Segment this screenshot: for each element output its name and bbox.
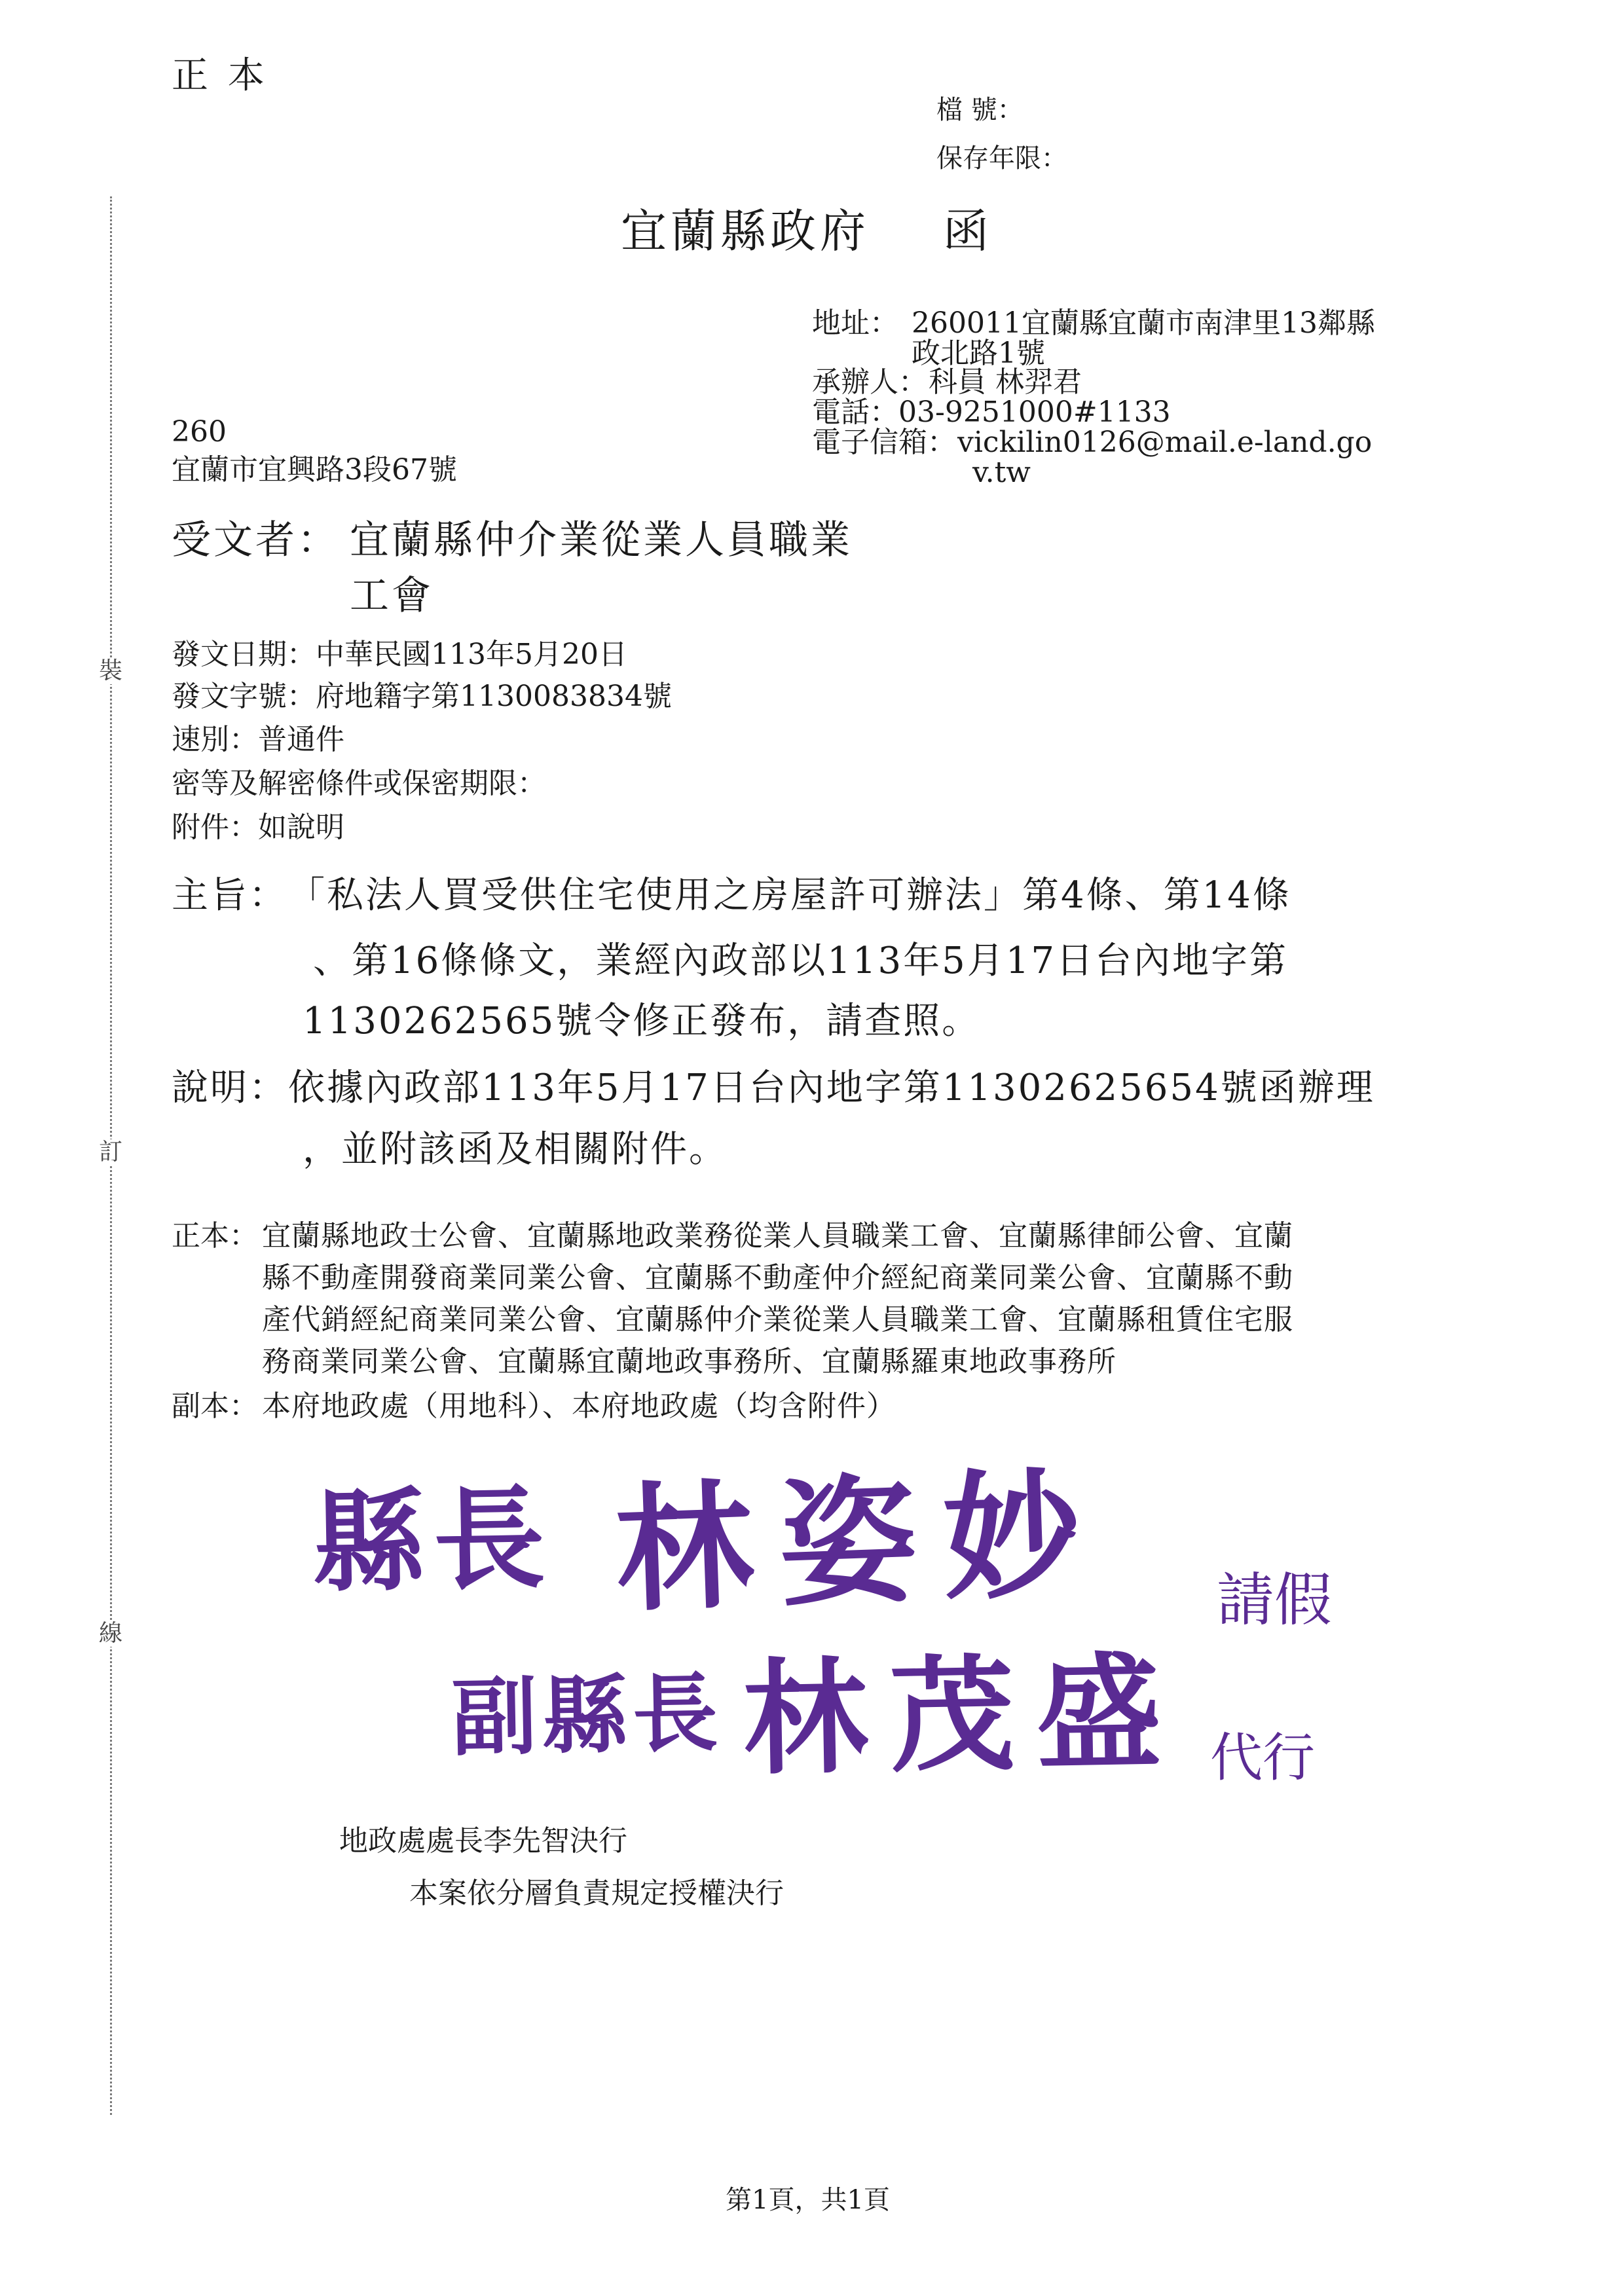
binding-mark-ding: 訂 bbox=[94, 1139, 128, 1166]
issue-date: 中華民國113年5月20日 bbox=[316, 638, 627, 671]
original-recipients-label: 正本： bbox=[172, 1219, 258, 1253]
deputy-name-stamp: 林茂盛 bbox=[742, 1638, 1185, 1792]
retention-period-label: 保存年限： bbox=[936, 143, 1067, 174]
address-line1: 260011宜蘭縣宜蘭市南津里13鄰縣 bbox=[912, 306, 1375, 340]
original-recipients-line1: 宜蘭縣地政士公會、宜蘭縣地政業務從業人員職業工會、宜蘭縣律師公會、宜蘭 bbox=[262, 1219, 1293, 1253]
issue-date-label: 發文日期： bbox=[172, 638, 316, 671]
explanation-label: 說明： bbox=[172, 1067, 287, 1109]
email-line1: vickilin0126@mail.e-land.go bbox=[957, 426, 1373, 459]
document-title-org: 宜蘭縣政府 bbox=[621, 204, 870, 258]
authorization-line2: 本案依分層負責規定授權決行 bbox=[409, 1877, 784, 1910]
document-title-type: 函 bbox=[943, 204, 993, 258]
recipient-line1: 宜蘭縣仲介業從業人員職業 bbox=[350, 517, 853, 563]
speed-label: 速別： bbox=[172, 723, 258, 756]
address-label: 地址： bbox=[812, 306, 898, 340]
magistrate-title-stamp: 縣長 bbox=[312, 1473, 555, 1609]
copy-recipients-label: 副本： bbox=[172, 1389, 258, 1423]
recipient-street-address: 宜蘭市宜興路3段67號 bbox=[172, 453, 457, 487]
explanation-line2: ，並附該函及相關附件。 bbox=[303, 1128, 728, 1171]
document-number: 府地籍字第1130083834號 bbox=[316, 680, 672, 713]
email-line2: v.tw bbox=[972, 456, 1031, 489]
original-recipients-line4: 務商業同業公會、宜蘭縣宜蘭地政事務所、宜蘭縣羅東地政事務所 bbox=[262, 1345, 1116, 1378]
phone-label: 電話： bbox=[812, 395, 898, 429]
recipient-postal-code: 260 bbox=[172, 415, 227, 449]
binding-mark-xian: 線 bbox=[94, 1621, 128, 1647]
explanation-line1: 依據內政部113年5月17日台內地字第11302625654號函辦理 bbox=[288, 1067, 1375, 1109]
address-line2: 政北路1號 bbox=[912, 337, 1045, 370]
page-number: 第1頁，共1頁 bbox=[726, 2185, 890, 2215]
leave-note: 請假 bbox=[1217, 1566, 1333, 1634]
speed-value: 普通件 bbox=[258, 723, 344, 756]
attachment-label: 附件： bbox=[172, 811, 258, 844]
original-recipients-line3: 產代銷經紀商業同業公會、宜蘭縣仲介業從業人員職業工會、宜蘭縣租賃住宅服 bbox=[262, 1303, 1293, 1336]
magistrate-name-stamp: 林姿妙 bbox=[612, 1452, 1110, 1632]
subject-label: 主旨： bbox=[172, 874, 287, 917]
attachment-value: 如說明 bbox=[258, 811, 344, 844]
authorization-line1: 地政處處長李先智決行 bbox=[339, 1824, 627, 1858]
subject-line3: 1130262565號令修正發布，請查照。 bbox=[303, 1000, 981, 1042]
file-number-label: 檔 號： bbox=[936, 95, 1024, 125]
subject-line2: 、第16條條文，業經內政部以113年5月17日台內地字第 bbox=[313, 940, 1289, 982]
handler-name: 科員 林羿君 bbox=[929, 365, 1082, 399]
document-number-label: 發文字號： bbox=[172, 680, 316, 713]
deputy-title-stamp: 副縣長 bbox=[451, 1662, 724, 1768]
binding-mark-zhuang: 裝 bbox=[94, 658, 128, 684]
handler-label: 承辦人： bbox=[812, 365, 927, 399]
email-label: 電子信箱： bbox=[812, 426, 956, 459]
recipient-label: 受文者： bbox=[172, 517, 339, 563]
phone-value: 03-9251000#1133 bbox=[898, 395, 1171, 429]
original-recipients-line2: 縣不動產開發商業同業公會、宜蘭縣不動產仲介經紀商業同業公會、宜蘭縣不動 bbox=[262, 1261, 1293, 1294]
acting-note: 代行 bbox=[1210, 1727, 1315, 1788]
subject-line1: 「私法人買受供住宅使用之房屋許可辦法」第4條、第14條 bbox=[288, 874, 1291, 917]
secrecy-label: 密等及解密條件或保密期限： bbox=[172, 767, 546, 800]
recipient-line2: 工會 bbox=[350, 573, 434, 619]
copy-recipients: 本府地政處（用地科）、本府地政處（均含附件） bbox=[262, 1389, 896, 1423]
copy-type-label: 正 本 bbox=[172, 54, 268, 97]
